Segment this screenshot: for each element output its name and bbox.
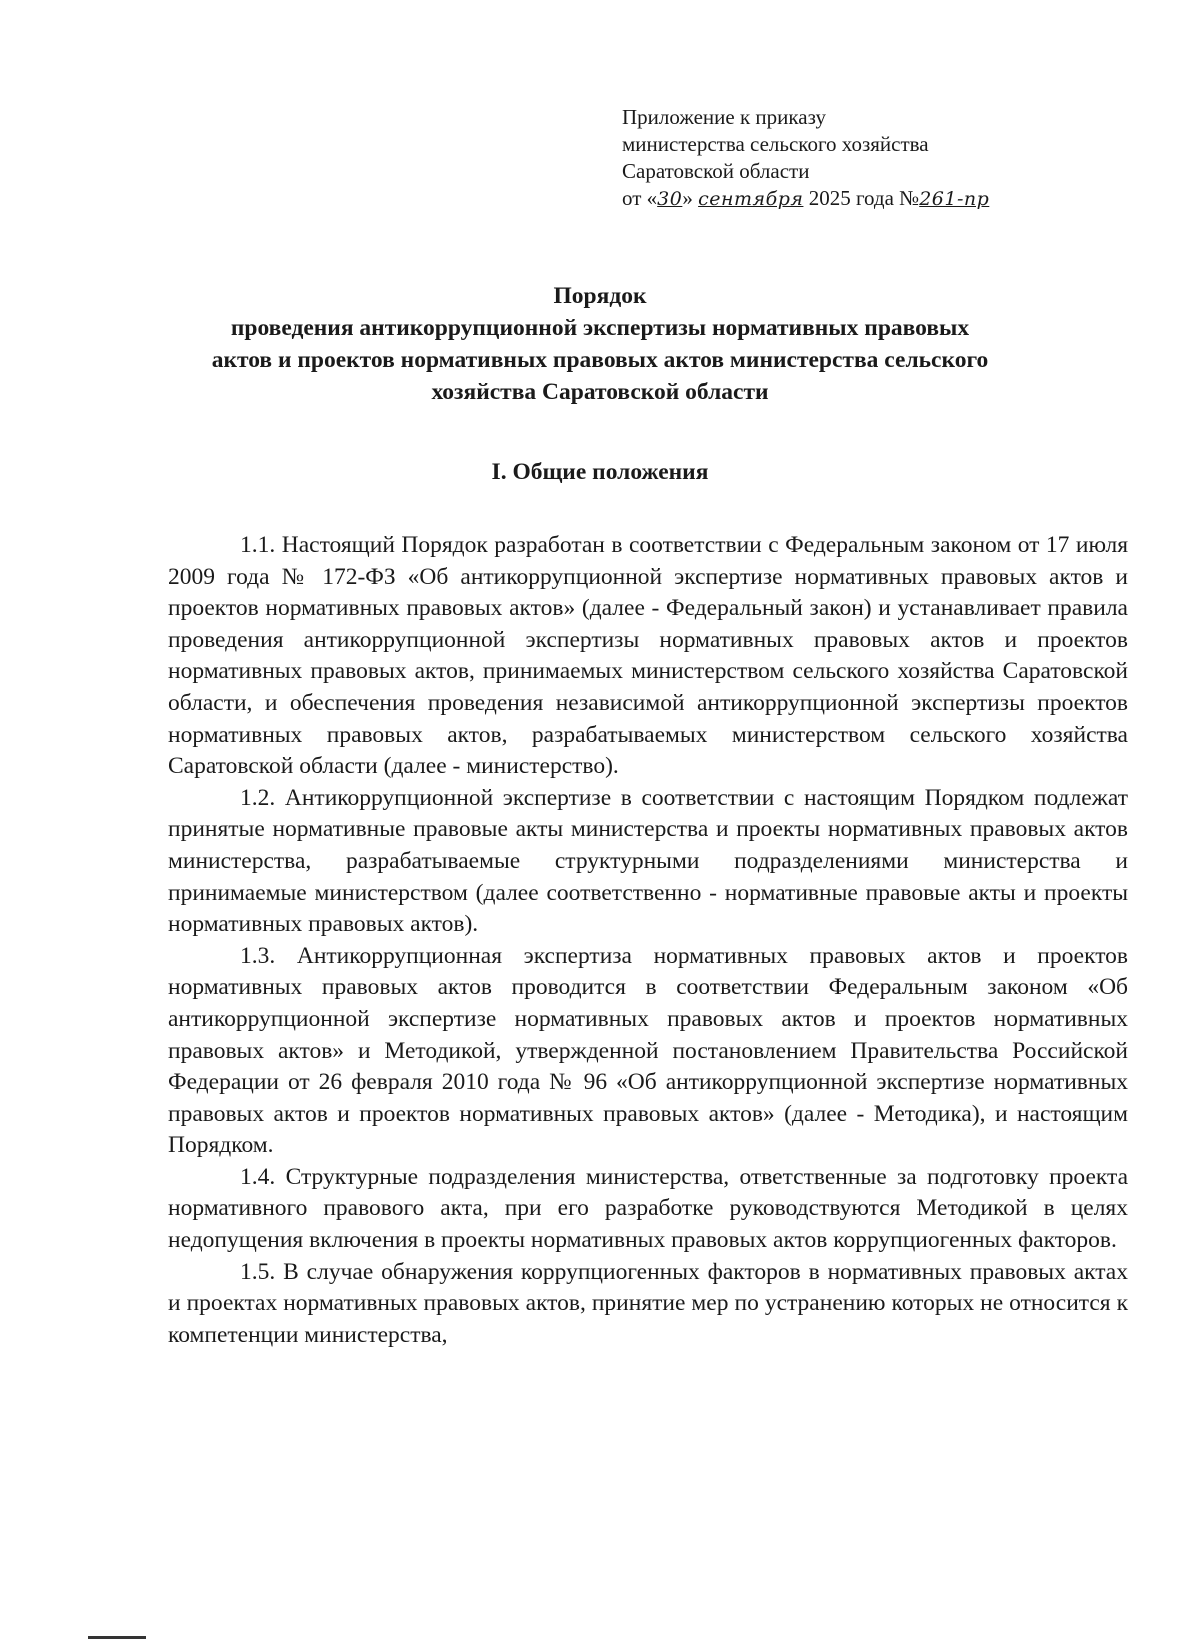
document-title [150,280,1050,408]
paragraph-1-1: 1.1. Настоящий Порядок разработан в соответствии с Федеральным законом от 17 июля 2009 года № 172-ФЗ «Об антикоррупционной экспертизе нормативных правовых актов и проектов нормативных правовых актов» (далее - Федеральный закон) и устанавливает правила проведения антикоррупционной экспертизы нормативных правовых актов и проектов нормативных правовых актов, принимаемых министерством сельского хозяйства Саратовской области, и обеспечения проведения независимой антикоррупционной экспертизы проектов нормативных правовых актов, разрабатываемых министерством сельского хозяйства Саратовской области (далее - министерство). [168,532,1128,780]
title-line-3: актов и проектов нормативных правовых актов министерства сельского [211,347,989,373]
appendix-block [622,104,1122,213]
paragraph-1-3: 1.3. Антикоррупционная экспертиза нормативных правовых актов и проектов нормативных правовых актов проводится в соответствии Федеральным законом «Об антикоррупционной экспертизе нормативных правовых актов и проектов нормативных правовых актов» и Методикой, утвержденной постановлением Правительства Российской Федерации от 26 февраля 2010 года № 96 «Об антикоррупционной экспертизе нормативных правовых актов и проектов нормативных правовых актов» (далее - Методика), и настоящим Порядком. [168,942,1128,1159]
appendix-date-line [622,185,1122,213]
appendix-line-1: Приложение к приказу [622,105,826,129]
paragraph-1-4: 1.4. Структурные подразделения министерства, ответственные за подготовку проекта нормативного правового акта, при его разработке руководствуются Методикой в целях недопущения включения в проекты нормативных правовых актов коррупциогенных факторов. [168,1163,1128,1254]
title-line-1: Порядок [553,283,647,309]
date-quote-close: » [682,186,693,210]
paragraph-1-2: 1.2. Антикоррупционной экспертизе в соответствии с настоящим Порядком подлежат принятые нормативные правовые акты министерства и проекты нормативных правовых актов министерства, разрабатываемые структурными подразделениями министерства и принимаемые министерством (далее соответственно - нормативные правовые акты и проекты нормативных правовых актов). [168,784,1128,938]
handwritten-month: сентября [698,188,804,210]
section-heading: I. Общие положения [491,459,709,485]
handwritten-day: 30 [657,188,683,210]
paragraph-1-5: 1.5. В случае обнаружения коррупциогенных факторов в нормативных правовых актах и проектах нормативных правовых актов, принятие мер по устранению которых не относится к компетенции министерства, [168,1258,1128,1348]
title-line-2: проведения антикоррупционной экспертизы нормативных правовых [230,315,970,341]
footnote-divider [88,1636,146,1639]
appendix-line-3: Саратовской области [622,159,810,183]
title-line-4: хозяйства Саратовской области [431,379,769,405]
handwritten-order-number: 261-пр [919,188,990,210]
date-year-text: 2025 года № [808,186,920,210]
appendix-line-2: министерства сельского хозяйства [622,132,929,156]
date-prefix: от « [622,186,658,210]
body-text [168,530,1128,1351]
